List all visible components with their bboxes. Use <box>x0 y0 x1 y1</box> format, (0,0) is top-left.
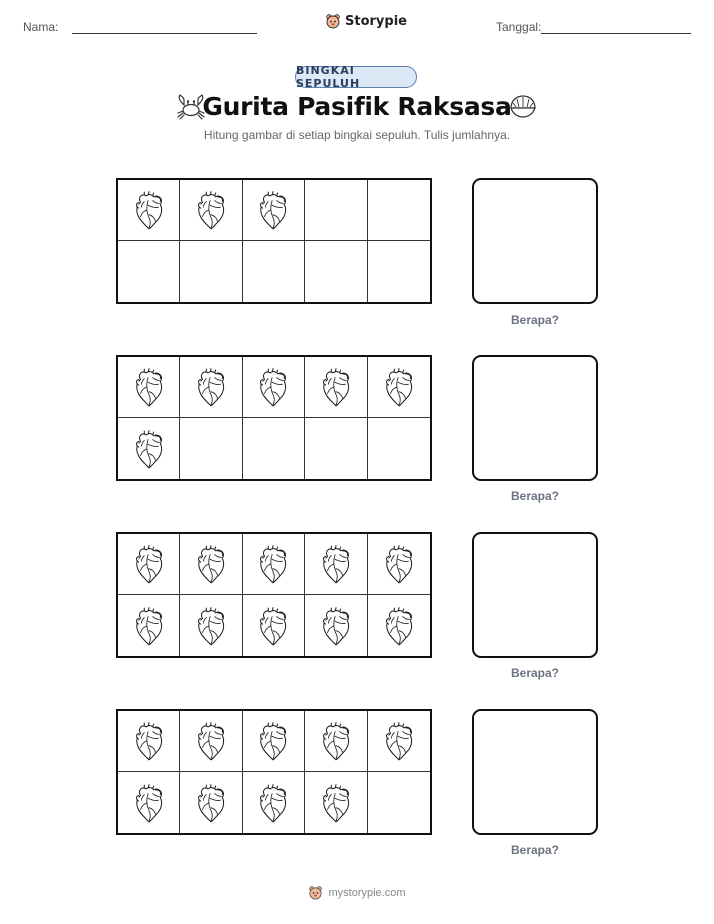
anatomical-heart-icon <box>257 721 289 761</box>
name-line[interactable] <box>72 33 257 34</box>
ten-frame-4 <box>116 709 432 835</box>
frame-cell <box>305 595 367 656</box>
frame-cell <box>118 711 180 772</box>
frame-cell <box>180 241 242 302</box>
anatomical-heart-icon <box>383 367 415 407</box>
frame-cell <box>243 241 305 302</box>
answer-box-4[interactable] <box>472 709 598 835</box>
frame-cell <box>243 534 305 595</box>
anatomical-heart-icon <box>320 367 352 407</box>
frame-cell <box>243 711 305 772</box>
footer <box>0 885 714 900</box>
ten-frame-2 <box>116 355 432 481</box>
anatomical-heart-icon <box>195 367 227 407</box>
storypie-mascot-icon <box>308 885 323 900</box>
frame-cell <box>305 418 367 479</box>
frame-cell <box>243 595 305 656</box>
frame-cell <box>118 357 180 418</box>
frame-cell <box>180 711 242 772</box>
anatomical-heart-icon <box>383 544 415 584</box>
frame-cell <box>368 241 430 302</box>
frame-cell <box>368 711 430 772</box>
anatomical-heart-icon <box>133 190 165 230</box>
anatomical-heart-icon <box>320 783 352 823</box>
frame-cell <box>180 534 242 595</box>
answer-box-2[interactable] <box>472 355 598 481</box>
anatomical-heart-icon <box>133 544 165 584</box>
anatomical-heart-icon <box>257 783 289 823</box>
frame-cell <box>368 595 430 656</box>
anatomical-heart-icon <box>383 606 415 646</box>
anatomical-heart-icon <box>133 367 165 407</box>
frame-cell <box>368 180 430 241</box>
frame-cell <box>243 772 305 833</box>
anatomical-heart-icon <box>133 783 165 823</box>
frame-cell <box>118 595 180 656</box>
frame-cell <box>305 357 367 418</box>
frame-cell <box>305 534 367 595</box>
anatomical-heart-icon <box>383 721 415 761</box>
answer-label-2: Berapa? <box>510 489 560 503</box>
frame-cell <box>118 534 180 595</box>
frame-cell <box>243 418 305 479</box>
clam-shell-icon <box>508 94 538 120</box>
frame-cell <box>305 711 367 772</box>
page-title: Gurita Pasifik Raksasa <box>202 92 512 121</box>
brand-logo <box>325 13 407 29</box>
anatomical-heart-icon <box>195 783 227 823</box>
anatomical-heart-icon <box>257 367 289 407</box>
storypie-mascot-icon <box>325 13 341 29</box>
frame-cell <box>368 418 430 479</box>
frame-cell <box>118 418 180 479</box>
frame-cell <box>180 418 242 479</box>
frame-cell <box>368 772 430 833</box>
anatomical-heart-icon <box>195 190 227 230</box>
anatomical-heart-icon <box>257 190 289 230</box>
frame-cell <box>180 357 242 418</box>
anatomical-heart-icon <box>257 606 289 646</box>
frame-cell <box>368 534 430 595</box>
section-badge: BINGKAI SEPULUH <box>295 66 417 88</box>
frame-cell <box>305 241 367 302</box>
frame-cell <box>180 595 242 656</box>
anatomical-heart-icon <box>133 429 165 469</box>
frame-cell <box>118 241 180 302</box>
date-label: Tanggal: <box>496 20 542 34</box>
brand-name: Storypie <box>345 13 407 29</box>
frame-cell <box>118 180 180 241</box>
frame-cell <box>243 357 305 418</box>
instructions: Hitung gambar di setiap bingkai sepuluh. Tulis jumlahnya. <box>203 128 511 142</box>
ten-frame-3 <box>116 532 432 658</box>
footer-url: mystorypie.com <box>328 886 406 899</box>
anatomical-heart-icon <box>320 544 352 584</box>
answer-label-4: Berapa? <box>510 843 560 857</box>
anatomical-heart-icon <box>195 606 227 646</box>
anatomical-heart-icon <box>133 606 165 646</box>
ten-frame-1 <box>116 178 432 304</box>
answer-box-3[interactable] <box>472 532 598 658</box>
anatomical-heart-icon <box>320 606 352 646</box>
frame-cell <box>118 772 180 833</box>
frame-cell <box>305 180 367 241</box>
anatomical-heart-icon <box>195 544 227 584</box>
anatomical-heart-icon <box>195 721 227 761</box>
name-label: Nama: <box>23 20 59 34</box>
anatomical-heart-icon <box>133 721 165 761</box>
frame-cell <box>305 772 367 833</box>
answer-box-1[interactable] <box>472 178 598 304</box>
answer-label-1: Berapa? <box>510 313 560 327</box>
frame-cell <box>180 772 242 833</box>
anatomical-heart-icon <box>320 721 352 761</box>
frame-cell <box>180 180 242 241</box>
anatomical-heart-icon <box>257 544 289 584</box>
answer-label-3: Berapa? <box>510 666 560 680</box>
frame-cell <box>243 180 305 241</box>
frame-cell <box>368 357 430 418</box>
date-line[interactable] <box>541 33 691 34</box>
